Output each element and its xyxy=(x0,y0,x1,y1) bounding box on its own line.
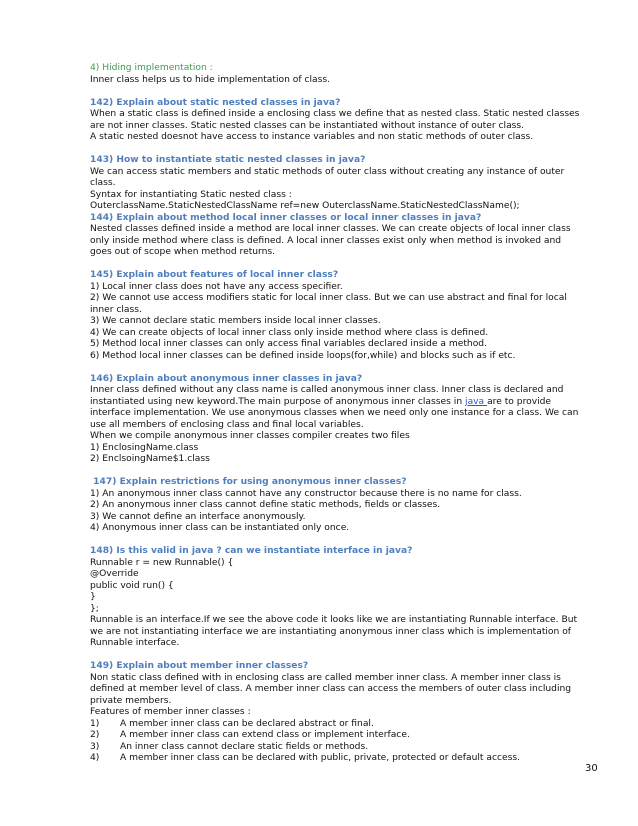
list-text: A member inner class can be declared abstract or final. xyxy=(120,718,374,729)
text-segment: are to provide xyxy=(487,396,552,407)
list-text: An inner class cannot declare static fields or methods. xyxy=(120,741,369,752)
list-item xyxy=(90,719,570,731)
list-item: 4) Anonymous inner class can be instantiated only once. xyxy=(90,523,350,533)
text-line-with-link xyxy=(90,397,570,409)
question-heading-142: 142) Explain about static nested classes in java? xyxy=(90,97,341,108)
question-heading-148: 148) Is this valid in java ? can we instantiate interface in java? xyxy=(90,546,413,556)
list-item: 1) Local inner class does not have any access specifier. xyxy=(90,281,343,292)
list-item-continuation: inner class. xyxy=(90,304,142,315)
text-line: Runnable interface. xyxy=(90,638,180,648)
text-line: goes out of scope when method returns. xyxy=(90,247,276,257)
text-line: Inner class defined without any class name is called anonymous inner class. Inner class is declared and xyxy=(90,385,564,395)
list-item: 1) An anonymous inner class cannot have any constructor because there is no name for class. xyxy=(90,488,522,499)
question-heading-149: 149) Explain about member inner classes? xyxy=(90,661,309,671)
list-number: 2) xyxy=(90,730,100,740)
text-line: Features of member inner classes : xyxy=(90,707,251,717)
java-link[interactable]: java xyxy=(465,396,488,407)
list-item: 2) EnclsoingName$1.class xyxy=(90,454,210,464)
text-line: only inside method where class is defined. A local inner classes exist only when method is invoked and xyxy=(90,235,562,246)
list-text: A member inner class can be declared with public, private, protected or default access. xyxy=(120,753,521,763)
question-heading-146: 146) Explain about anonymous inner classes in java? xyxy=(90,373,363,384)
text-segment: instantiated using new keyword.The main purpose of anonymous inner classes in xyxy=(90,396,466,407)
text-line: Syntax for instantiating Static nested class : xyxy=(90,189,292,200)
code-line: } xyxy=(90,592,96,602)
question-heading-143: 143) How to instantiate static nested classes in java? xyxy=(90,155,366,165)
text-line: are not inner classes. Static nested classes can be instantiated without instance of outer class. xyxy=(90,120,525,131)
page-number: 30 xyxy=(585,763,598,774)
list-item: 5) Method local inner classes can only access final variables declared inside a method. xyxy=(90,339,487,349)
list-text: A member inner class can extend class or implement interface. xyxy=(120,730,410,740)
list-number: 4) xyxy=(90,753,100,763)
list-item: 4) We can create objects of local inner class only inside method where class is defined. xyxy=(90,327,489,338)
text-line: we are not instantiating interface we are instantiating anonymous inner class which is implementation of xyxy=(90,626,571,637)
list-item: 3) We cannot declare static members inside local inner classes. xyxy=(90,316,381,326)
text-line: class. xyxy=(90,178,116,188)
list-number: 1) xyxy=(90,718,100,729)
text-line: A static nested doesnot have access to instance variables and non static methods of outer class. xyxy=(90,132,534,142)
text-line: Non static class defined with in enclosing class are called member inner class. A member inner class is xyxy=(90,672,561,683)
text-line: When a static class is defined inside a enclosing class we define that as nested class. Static nested classes xyxy=(90,109,580,119)
list-item: 3) We cannot define an interface anonymously. xyxy=(90,511,306,522)
text-line: Inner class helps us to hide implementation of class. xyxy=(90,74,331,85)
text-line: interface implementation. We use anonymous classes when we need only one instance for a class. We can xyxy=(90,408,579,418)
code-line: Runnable r = new Runnable() { xyxy=(90,557,234,568)
text-line: We can access static members and static methods of outer class without creating any instance of outer xyxy=(90,166,565,177)
list-item xyxy=(90,730,570,742)
list-item: 6) Method local inner classes can be defined inside loops(for,while) and blocks such as if etc. xyxy=(90,350,516,361)
code-line: public void run() { xyxy=(90,580,174,591)
question-heading-144: 144) Explain about method local inner classes or local inner classes in java? xyxy=(90,212,482,223)
text-line: Runnable is an interface.If we see the above code it looks like we are instantiating Runnable interface. But xyxy=(90,615,578,625)
text-line: use all members of enclosing class and final local variables. xyxy=(90,419,364,430)
question-heading-147: 147) Explain restrictions for using anonymous inner classes? xyxy=(90,477,407,487)
text-line: defined at member level of class. A member inner class can access the members of outer class including xyxy=(90,684,572,694)
list-item: 1) EnclosingName.class xyxy=(90,442,199,453)
question-heading-145: 145) Explain about features of local inner class? xyxy=(90,270,339,280)
list-item: 2) An anonymous inner class cannot define static methods, fields or classes. xyxy=(90,500,441,510)
code-line: @Override xyxy=(90,569,139,579)
list-item: 2) We cannot use access modifiers static for local inner class. But we can use abstract and final for local xyxy=(90,293,567,303)
list-item xyxy=(90,753,570,765)
code-line: OuterclassName.StaticNestedClassName ref=new OuterclassName.StaticNestedClassName(); xyxy=(90,201,520,211)
list-item xyxy=(90,742,570,754)
document-page xyxy=(90,63,580,765)
section-heading: 4) Hiding implementation : xyxy=(90,63,213,73)
text-line: When we compile anonymous inner classes compiler creates two files xyxy=(90,431,410,441)
text-line: Nested classes defined inside a method are local inner classes. We can create objects of local inner class xyxy=(90,224,571,234)
list-number: 3) xyxy=(90,741,100,752)
text-line: private members. xyxy=(90,695,172,706)
code-line: }; xyxy=(90,603,99,614)
